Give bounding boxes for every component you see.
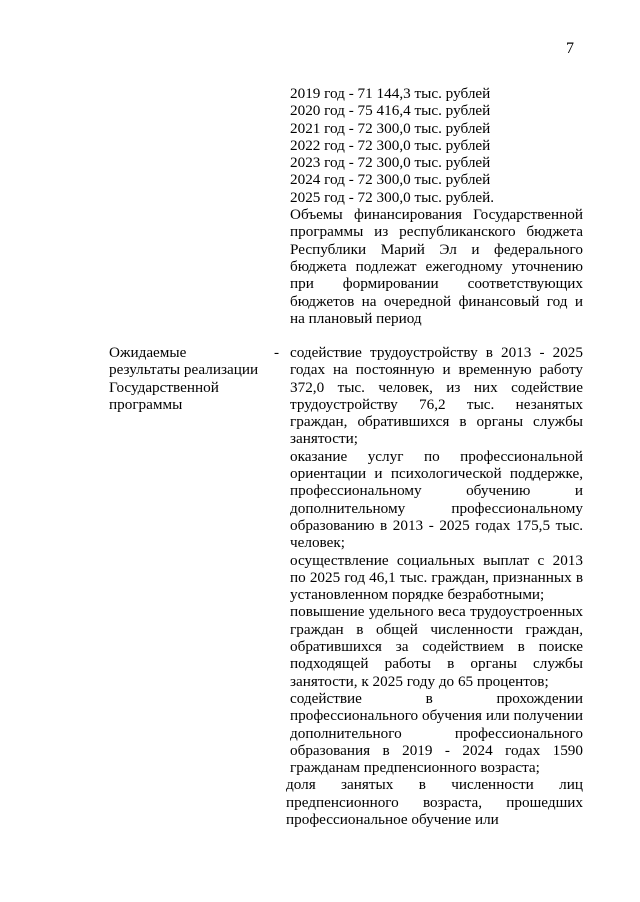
expected-results-dash: - xyxy=(274,344,280,361)
funding-year-2020: 2020 год - 75 416,4 тыс. рублей xyxy=(290,102,491,120)
funding-block xyxy=(290,85,583,327)
funding-note: Объемы финансирования Государственной программы из республиканского бюджета Республики Марий Эл и федерального бюджета подлежат ежегодному уточнению при формировании соответствующих бюджетов на очередной финансовый год и на плановый период xyxy=(290,206,583,327)
expected-results-list xyxy=(286,344,583,829)
funding-year-2021: 2021 год - 72 300,0 тыс. рублей xyxy=(290,119,491,137)
expected-results-label: Ожидаемые результаты реализации Государственной программы xyxy=(109,344,259,413)
result-item-career-guidance: оказание услуг по профессиональной ориентации и психологической поддержке, профессиональному обучению и дополнительному профессиональному образованию в 2013 - 2025 годах 175,5 тыс. человек; xyxy=(290,447,583,552)
funding-year-2022: 2022 год - 72 300,0 тыс. рублей xyxy=(290,136,491,154)
result-item-preretirement-employment-share: доля занятых в численности лиц предпенсионного возраста, прошедших профессиональное обучение или xyxy=(286,776,583,829)
page-number: 7 xyxy=(566,40,574,57)
result-item-preretirement-training: содействие в прохождении профессионального обучения или получении дополнительного профессионального образования в 2019 - 2024 годах 1590 гражданам предпенсионного возраста; xyxy=(290,689,583,777)
funding-year-2025: 2025 год - 72 300,0 тыс. рублей. xyxy=(290,188,495,206)
funding-year-2019: 2019 год - 71 144,3 тыс. рублей xyxy=(290,85,491,102)
result-item-social-payments: осуществление социальных выплат с 2013 по 2025 год 46,1 тыс. граждан, признанных в установленном порядке безработными; xyxy=(290,551,583,604)
funding-year-2024: 2024 год - 72 300,0 тыс. рублей xyxy=(290,171,491,189)
result-item-employment-assistance: содействие трудоустройству в 2013 - 2025 годах на постоянную и временную работу 372,0 тыс. человек, из них содействие трудоустройству 76,2 тыс. незанятых граждан, обратившихся в органы службы занятости; xyxy=(290,344,583,448)
funding-year-2023: 2023 год - 72 300,0 тыс. рублей xyxy=(290,154,491,172)
result-item-employed-share: повышение удельного веса трудоустроенных граждан в общей численности граждан, обратившихся за содействием в поиске подходящей работы в органы службы занятости, к 2025 году до 65 процентов; xyxy=(290,603,583,690)
